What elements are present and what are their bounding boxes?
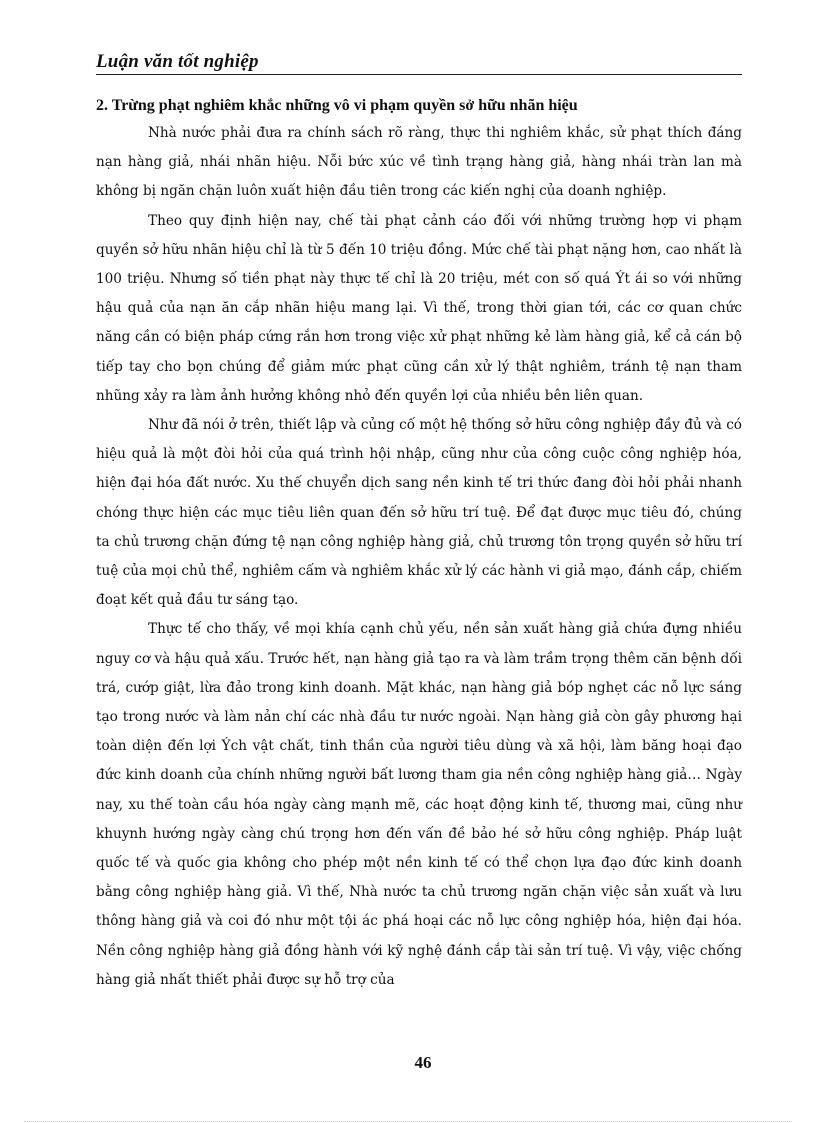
paragraph-2: Theo quy định hiện nay, chế tài phạt cảnh cáo đối với những trường hợp vi phạm quyền sở hữu nhãn hiệu chỉ là từ 5 đến 10 triệu đồng. Mức chế tài phạt nặng hơn, cao nhất là 100 triệu. Nhưng số tiền phạt này thực tế chỉ là 20 triệu, mét con số quá Ýt ái so với những hậu quả của nạn ăn cắp nhãn hiệu mang lại. Vì thế, trong thời gian tới, các cơ quan chức năng cần có biện pháp cứng rắn hơn trong việc xử phạt những kẻ làm hàng giả, kể cả cán bộ tiếp tay cho bọn chúng để giảm mức phạt cũng cần xử lý thật nghiêm, tránh tệ nạn tham nhũng xảy ra làm ảnh hưởng không nhỏ đến quyền lợi của nhiều bên liên quan. [96,212,742,404]
page-edge-divider [24,1121,792,1122]
section-heading: 2. Trừng phạt nghiêm khắc những vô vi phạm quyền sở hữu nhãn hiệu [96,97,578,114]
page-number: 46 [414,1053,432,1072]
paragraph-3: Như đã nói ở trên, thiết lập và củng cố một hệ thống sở hữu công nghiệp đầy đủ và có hiệu quả là một đòi hỏi của quá trình hội nhập, cũng như của công cuộc công nghiệp hóa, hiện đại hóa đất nước. Xu thế chuyển dịch sang nền kinh tế tri thức đang đòi hỏi phải nhanh chóng thực hiện các mục tiêu liên quan đến sở hữu trí tuệ. Để đạt được mục tiêu đó, chúng ta chủ trương chặn đứng tệ nạn công nghiệp hàng giả, chủ trương tôn trọng quyền sở hữu trí tuệ của mọi chủ thể, nghiêm cấm và nghiêm khắc xử lý các hành vi giả mạo, đánh cắp, chiếm đoạt kết quả đầu tư sáng tạo. [96,417,742,609]
header-title: Luận văn tốt nghiệp [96,51,259,72]
running-header [96,46,742,75]
paragraph-4: Thực tế cho thấy, về mọi khía cạnh chủ yếu, nền sản xuất hàng giả chứa đựng nhiều nguy cơ và hậu quả xấu. Trước hết, nạn hàng giả tạo ra và làm trầm trọng thêm căn bệnh dối trá, cướp giật, lừa đảo trong kinh doanh. Mặt khác, nạn hàng giả bóp nghẹt các nỗ lực sáng tạo trong nước và làm nản chí các nhà đầu tư nước ngoài. Nạn hàng giả còn gây phương hại toàn diện đến lợi Ých vật chất, tinh thần của người tiêu dùng và xã hội, làm băng hoại đạo đức kinh doanh của chính những người bất lương tham gia nền công nghiệp hàng giả… Ngày nay, xu thế toàn cầu hóa ngày càng mạnh mẽ, các hoạt động kinh tế, thương mai, cũng như khuynh hướng ngày càng chú trọng hơn đến vấn đề bảo hé sở hữu công nghiệp. Pháp luật quốc tế và quốc gia không cho phép một nền kinh tế có thể chọn lựa đạo đức kinh doanh bằng công nghiệp hàng giả. Vì thế, Nhà nước ta chủ trương ngăn chặn việc sản xuất và lưu thông hàng giả và coi đó như một tội ác phá hoại các nỗ lực công nghiệp hóa, hiện đại hóa. Nền công nghiệp hàng giả đồng hành với kỹ nghệ đánh cắp tài sản trí tuệ. Vì vậy, việc chống hàng giả nhất thiết phải được sự hỗ trợ của [96,621,742,988]
paragraph-1: Nhà nước phải đưa ra chính sách rõ ràng, thực thi nghiêm khắc, sử phạt thích đáng nạn hàng giả, nhái nhãn hiệu. Nỗi bức xúc về tình trạng hàng giả, hàng nhái tràn lan mà không bị ngăn chặn luôn xuất hiện đầu tiên trong các kiến nghị của doanh nghiệp. [96,125,742,200]
document-body [96,93,742,995]
